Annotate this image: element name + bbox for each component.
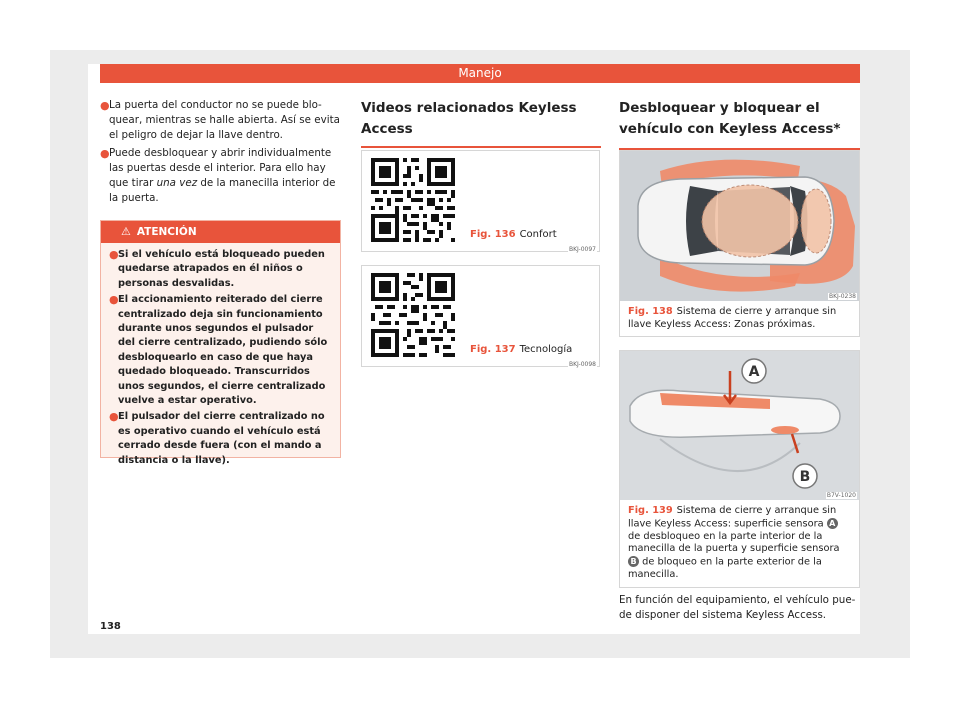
bullet-icon: ● — [100, 99, 110, 112]
image-code: BKJ-0098 — [568, 361, 596, 368]
list-item — [100, 146, 342, 206]
keyless-heading: Desbloquear y bloquear el vehículo con Keyless Access* — [619, 100, 841, 137]
marker-a-label: A — [748, 364, 760, 380]
warning-header — [101, 221, 340, 243]
warning-text: El accionamiento reiterado del cierre centralizado deja sin funcionamiento durante unos segundos el pulsador del cierre centralizado, pudiendo sólo desbloquearlo en caso de que haya quedado bloqueado. Transcurridos unos segundos, el cierre centralizado vuelve a estar operativo. — [118, 294, 328, 407]
qr-code-icon[interactable] — [371, 158, 455, 242]
bullet-icon: ● — [109, 410, 119, 424]
figure-number: Fig. 138 — [628, 306, 673, 317]
section-header — [100, 64, 860, 83]
warning-text: El pulsador del cierre centralizado no es operativo cuando el vehículo está cerrado desde fuera (con el mando a distancia o la llave). — [118, 411, 325, 466]
bullet-text: de la manecilla interior de la puerta. — [109, 177, 336, 204]
figure-139 — [619, 350, 860, 588]
caption-text: Sistema de cierre y arranque sin llave Keyless Access: superficie sensora — [628, 505, 837, 530]
emphasis-text: una vez — [156, 177, 198, 189]
section-title: Manejo — [458, 66, 502, 80]
door-handle-icon — [620, 351, 859, 500]
page-number: 138 — [100, 621, 121, 632]
left-column — [100, 98, 342, 209]
marker-b-label: B — [799, 469, 811, 485]
figure-137 — [361, 265, 600, 367]
caption-text: de bloqueo en la parte exterior de la manecilla. — [628, 556, 822, 580]
list-item — [109, 248, 332, 291]
image-code: B7V-1020 — [826, 492, 856, 499]
warning-triangle-icon: ⚠ — [121, 225, 131, 238]
caption-text: de desbloqueo en la parte interior de la manecilla de la puerta y superficie sensora — [628, 530, 840, 555]
caption-text: Tecnología — [519, 344, 573, 355]
bullet-text: Puede desbloquear y abrir individualmente las puertas desde el interior. Para ello hay que tirar — [109, 147, 332, 189]
videos-heading-block — [361, 98, 601, 148]
heading-rule — [361, 146, 601, 148]
keyless-heading-block — [619, 98, 860, 150]
warning-title: ATENCIÓN — [136, 226, 197, 238]
bullet-icon: ● — [100, 147, 110, 160]
list-item — [109, 410, 332, 468]
bullet-icon: ● — [109, 248, 119, 261]
figure-138 — [619, 150, 860, 337]
warning-box — [100, 220, 341, 466]
figure-caption — [620, 301, 859, 336]
image-code: BKJ-0238 — [828, 293, 856, 300]
marker-a-badge: A — [827, 518, 838, 529]
figure-caption — [620, 500, 859, 587]
warning-body — [101, 243, 340, 468]
car-top-view-icon — [620, 151, 859, 301]
image-code: BKJ-0097 — [568, 246, 596, 253]
videos-heading: Videos relacionados Keyless Access — [361, 100, 577, 137]
list-item — [100, 98, 342, 143]
car-zones-image — [620, 151, 859, 301]
list-item — [109, 293, 332, 408]
bullet-icon: ● — [109, 293, 119, 307]
marker-b-badge: B — [628, 556, 639, 567]
figure-number: Fig. 139 — [628, 505, 673, 516]
figure-caption — [470, 344, 572, 355]
figure-number: Fig. 137 — [470, 344, 516, 355]
figure-caption — [470, 229, 557, 240]
bullet-text: La puerta del conductor no se puede bloquear, mientras se halle abierta. Así se evita el peligro de dejar la llave dentro. — [109, 99, 340, 141]
caption-text: Confort — [519, 229, 557, 240]
figure-136 — [361, 150, 600, 252]
door-handle-image — [620, 351, 859, 500]
body-paragraph: En función del equipamiento, el vehículo puede disponer del sistema Keyless Access. — [619, 594, 856, 621]
qr-code-icon[interactable] — [371, 273, 455, 357]
caption-text: Sistema de cierre y arranque sin llave Keyless Access: Zonas próximas. — [628, 306, 837, 330]
figure-number: Fig. 136 — [470, 229, 516, 240]
warning-text: Si el vehículo está bloqueado pueden quedarse atrapados en él niños o personas desvalidas. — [118, 249, 325, 289]
